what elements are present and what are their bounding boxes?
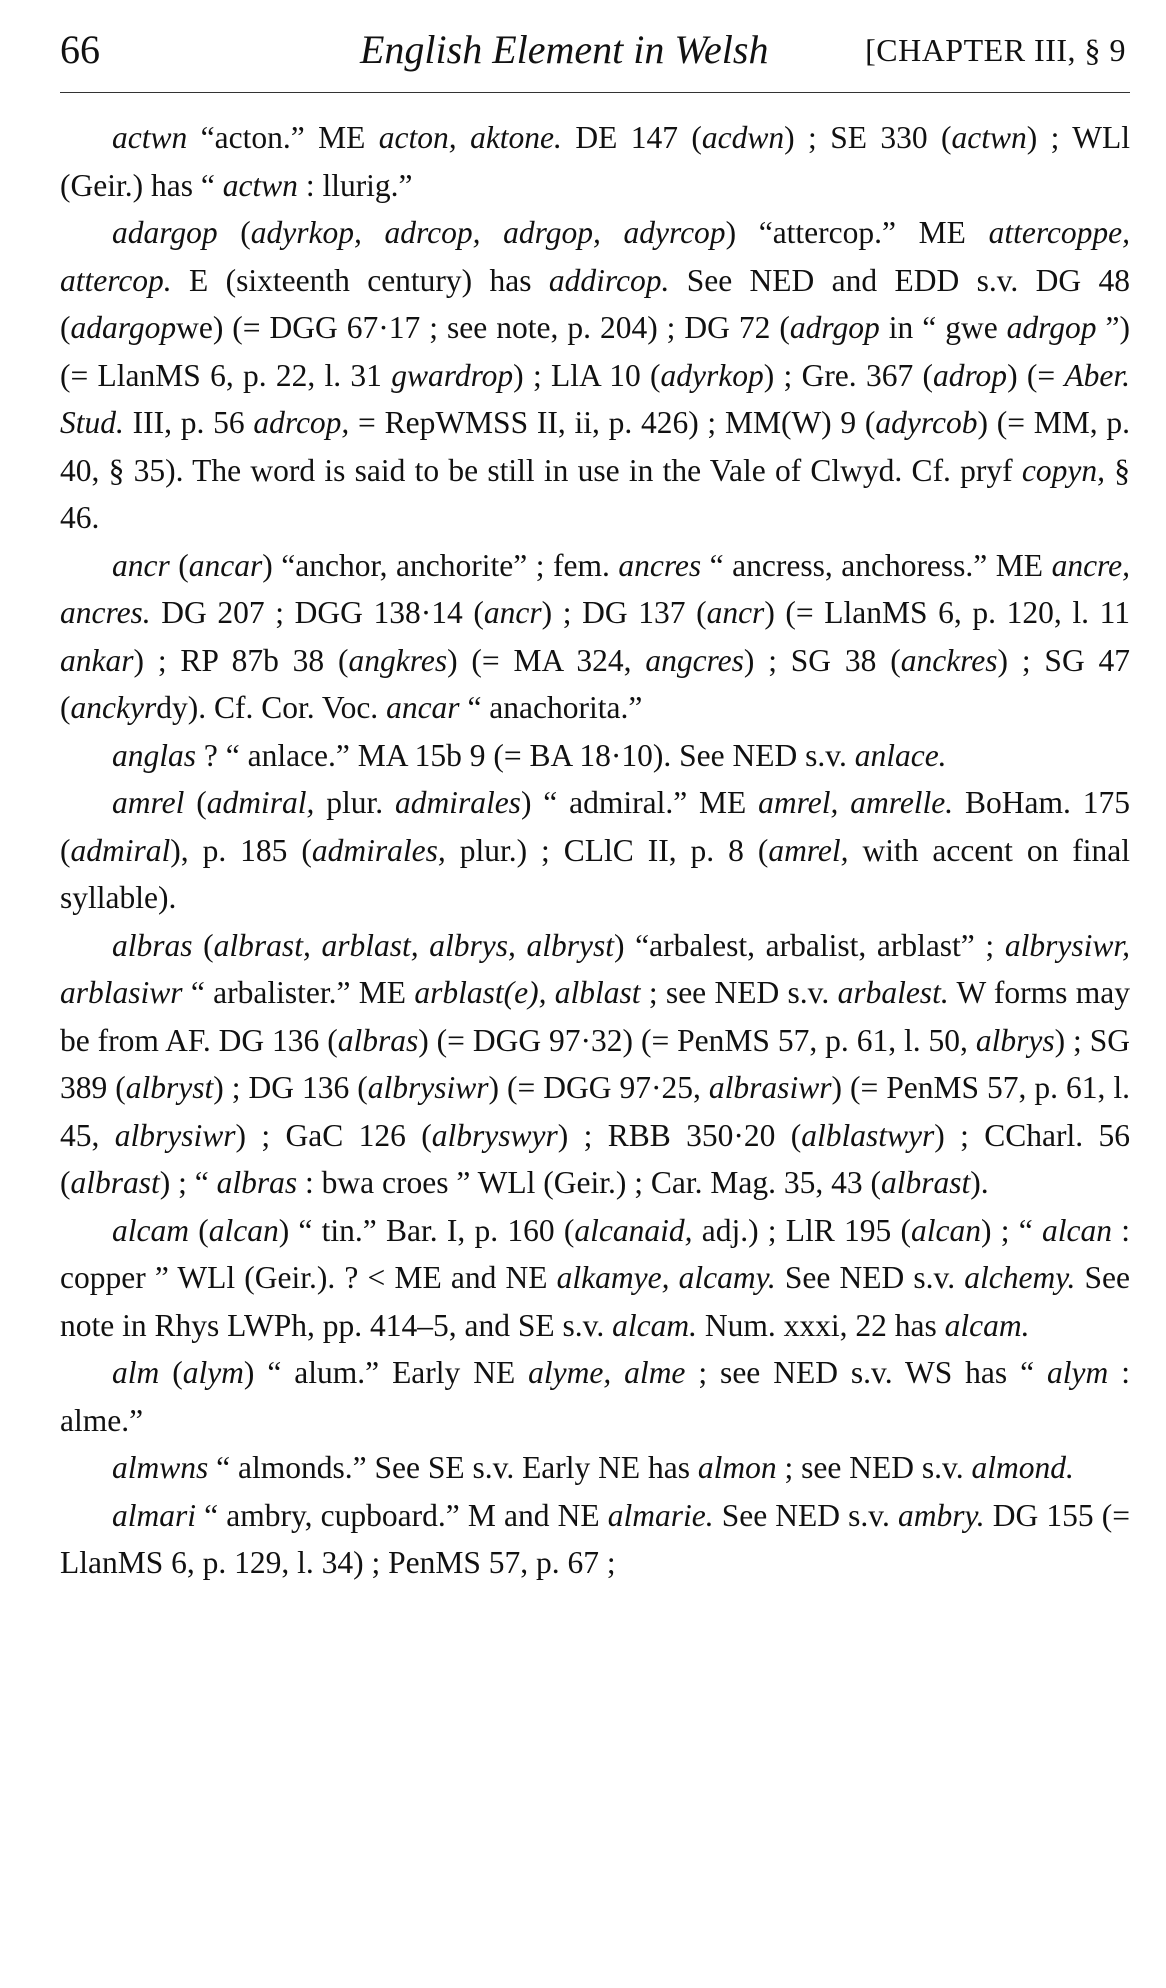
dictionary-entry: actwn “acton.” ME acton, aktone. DE 147 (acdwn) ; SE 330 (actwn) ; WLl (Geir.) has “ actwn : llurig.”: [60, 120, 1130, 203]
running-title: English Element in Welsh: [360, 27, 769, 72]
running-header: [60, 26, 1130, 76]
book-page: [60, 0, 1130, 1988]
dictionary-entry: adargop (adyrkop, adrcop, adrgop, adyrcop) “attercop.” ME attercoppe, attercop. E (sixteenth century) has addircop. See NED and EDD s.v. DG 48 (adargopwe) (= DGG 67·17 ; see note, p. 204) ; DG 72 (adrgop in “ gwe adrgop ”) (= LlanMS 6, p. 22, l. 31 gwardrop) ; LlA 10 (adyrkop) ; Gre. 367 (adrop) (= Aber. Stud. III, p. 56 adrcop, = RepWMSS II, ii, p. 426) ; MM(W) 9 (adyrcob) (= MM, p. 40, § 35). The word is said to be still in use in the Vale of Clwyd. Cf. pryf copyn, § 46.: [60, 215, 1130, 535]
chapter-reference: [CHAPTER III, § 9: [865, 32, 1126, 68]
header-rule: [60, 92, 1130, 93]
dictionary-entry: albras (albrast, arblast, albrys, albryst) “arbalest, arbalist, arblast” ; albrysiwr, arblasiwr “ arbalister.” ME arblast(e), alblast ; see NED s.v. arbalest. W forms may be from AF. DG 136 (albras) (= DGG 97·32) (= PenMS 57, p. 61, l. 50, albrys) ; SG 389 (albryst) ; DG 136 (albrysiwr) (= DGG 97·25, albrasiwr) (= PenMS 57, p. 61, l. 45, albrysiwr) ; GaC 126 (albryswyr) ; RBB 350·20 (alblastwyr) ; CCharl. 56 (albrast) ; “ albras : bwa croes ” WLl (Geir.) ; Car. Mag. 35, 43 (albrast).: [60, 927, 1131, 1200]
dictionary-entry: alcam (alcan) “ tin.” Bar. I, p. 160 (alcanaid, adj.) ; LlR 195 (alcan) ; “ alcan : copper ” WLl (Geir.). ? < ME and NE alkamye, alcamy. See NED s.v. alchemy. See note in Rhys LWPh, pp. 414–5, and SE s.v. alcam. Num. xxxi, 22 has alcam.: [60, 1212, 1130, 1343]
dictionary-entry: almari “ ambry, cupboard.” M and NE almarie. See NED s.v. ambry. DG 155 (= LlanMS 6, p. 129, l. 34) ; PenMS 57, p. 67 ;: [60, 1497, 1130, 1580]
dictionary-entry: anglas ? “ anlace.” MA 15b 9 (= BA 18·10). See NED s.v. anlace.: [112, 737, 947, 773]
dictionary-entry: amrel (admiral, plur. admirales) “ admiral.” ME amrel, amrelle. BoHam. 175 (admiral), p. 185 (admirales, plur.) ; CLlC II, p. 8 (amrel, with accent on final syllable).: [60, 785, 1130, 915]
page-number: 66: [60, 27, 100, 72]
dictionary-entry: alm (alym) “ alum.” Early NE alyme, alme ; see NED s.v. WS has “ alym : alme.”: [60, 1355, 1130, 1438]
dictionary-entry: ancr (ancar) “anchor, anchorite” ; fem. ancres “ ancress, anchoress.” ME ancre, ancres. DG 207 ; DGG 138·14 (ancr) ; DG 137 (ancr) (= LlanMS 6, p. 120, l. 11 ankar) ; RP 87b 38 (angkres) (= MA 324, angcres) ; SG 38 (anckres) ; SG 47 (anckyrdy). Cf. Cor. Voc. ancar “ anachorita.”: [60, 547, 1131, 725]
dictionary-entries: [60, 114, 1130, 1587]
dictionary-entry: almwns “ almonds.” See SE s.v. Early NE has almon ; see NED s.v. almond.: [112, 1450, 1074, 1485]
